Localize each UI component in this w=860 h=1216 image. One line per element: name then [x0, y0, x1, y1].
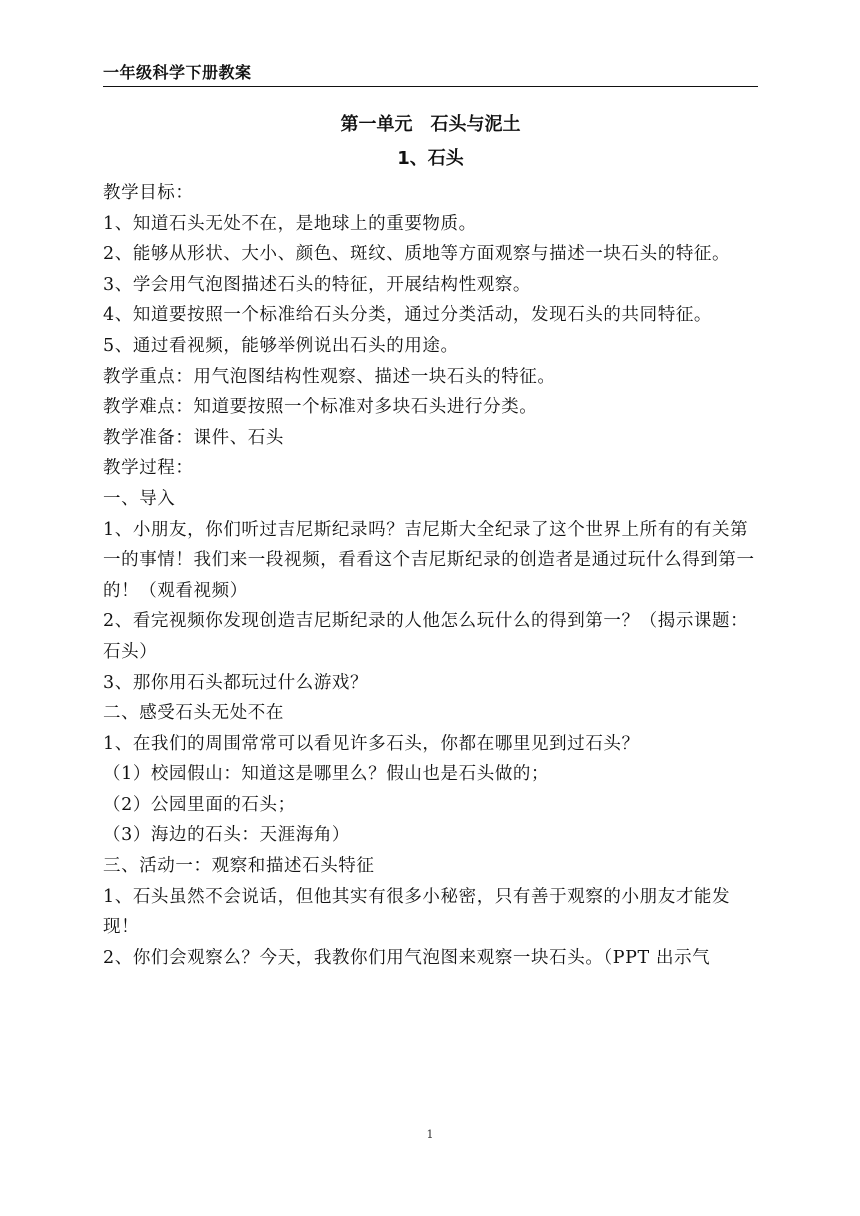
- paragraph: 5、通过看视频，能够举例说出石头的用途。: [103, 335, 459, 356]
- paragraph-difficulties: 教学难点：知道要按照一个标准对多块石头进行分类。: [103, 397, 538, 418]
- page-header: 一年级科学下册教案: [103, 62, 758, 87]
- paragraph: 1、在我们的周围常常可以看见许多石头，你都在哪里见到过石头？: [103, 733, 640, 754]
- paragraph-key-points: 教学重点：用气泡图结构性观察、描述一块石头的特征。: [103, 366, 556, 387]
- section-heading-process: 教学过程：: [103, 458, 194, 479]
- paragraph: 1、石头虽然不会说话，但他其实有很多小秘密，只有善于观察的小朋友才能发现！: [103, 886, 731, 938]
- paragraph: 2、你们会观察么？今天，我教你们用气泡图来观察一块石头。（PPT 出示气: [103, 947, 711, 968]
- page-number: 1: [426, 1128, 434, 1141]
- paragraph: 2、能够从形状、大小、颜色、斑纹、质地等方面观察与描述一块石头的特征。: [103, 244, 731, 265]
- paragraph: 1、小朋友，你们听过吉尼斯纪录吗？吉尼斯大全纪录了这个世界上所有的有关第一的事情！我们来一段视频，看看这个吉尼斯纪录的创造者是通过玩什么得到第一的！（观看视频）: [103, 519, 755, 601]
- paragraph: 3、学会用气泡图描述石头的特征，开展结构性观察。: [103, 274, 532, 295]
- section-heading-objectives: 教学目标：: [103, 183, 194, 203]
- list-item: （2）公园里面的石头；: [103, 794, 296, 815]
- document-body: [103, 178, 765, 973]
- paragraph: 1、知道石头无处不在，是地球上的重要物质。: [103, 213, 477, 234]
- paragraph: 4、知道要按照一个标准给石头分类，通过分类活动，发现石头的共同特征。: [103, 305, 713, 326]
- section-heading: 二、感受石头无处不在: [103, 703, 284, 724]
- lesson-title: 1、石头: [397, 148, 464, 169]
- list-item: （3）海边的石头：天涯海角）: [103, 825, 351, 846]
- unit-title: 第一单元 石头与泥土: [340, 114, 521, 135]
- paragraph-preparation: 教学准备：课件、石头: [103, 427, 284, 448]
- paragraph: 3、那你用石头都玩过什么游戏？: [103, 672, 369, 693]
- list-item: （1）校园假山：知道这是哪里么？假山也是石头做的；: [103, 764, 550, 785]
- section-heading: 三、活动一：观察和描述石头特征: [103, 856, 375, 877]
- section-heading: 一、导入: [103, 488, 176, 509]
- paragraph: 2、看完视频你发现创造吉尼斯纪录的人他怎么玩什么的得到第一？（揭示课题：石头）: [103, 611, 749, 662]
